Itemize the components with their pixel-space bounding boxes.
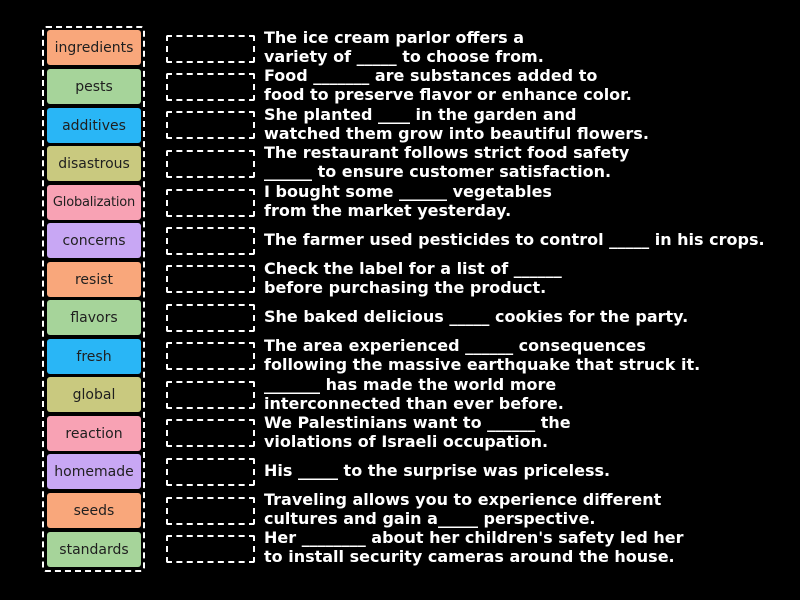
sentence-8: She baked delicious _____ cookies for the party. xyxy=(264,307,689,326)
drop-slot-7[interactable] xyxy=(166,265,255,293)
word-tile-homemade[interactable]: homemade xyxy=(47,454,141,489)
sentence-9: The area experienced ______ consequences following the massive earthquake that struck it. xyxy=(264,336,701,374)
word-tile-disastrous[interactable]: disastrous xyxy=(47,146,141,181)
sentence-12: His _____ to the surprise was priceless. xyxy=(264,461,611,480)
word-tile-standards[interactable]: standards xyxy=(47,532,141,567)
word-tile-global[interactable]: global xyxy=(47,377,141,412)
word-tile-fresh[interactable]: fresh xyxy=(47,339,141,374)
drop-slot-10[interactable] xyxy=(166,381,255,409)
sentence-6: The farmer used pesticides to control _____ in his crops. xyxy=(264,230,765,249)
drop-slot-9[interactable] xyxy=(166,342,255,370)
drop-slot-13[interactable] xyxy=(166,497,255,525)
drop-slot-5[interactable] xyxy=(166,189,255,217)
sentence-11: We Palestinians want to ______ the violations of Israeli occupation. xyxy=(264,413,571,451)
drop-slot-1[interactable] xyxy=(166,35,255,63)
sentence-10: _______ has made the world more interconnected than ever before. xyxy=(264,375,564,413)
word-tile-flavors[interactable]: flavors xyxy=(47,300,141,335)
sentence-14: Her ________ about her children's safety led her to install security cameras around the house. xyxy=(264,528,684,566)
sentence-13: Traveling allows you to experience different cultures and gain a_____ perspective. xyxy=(264,490,662,528)
drop-slot-2[interactable] xyxy=(166,73,255,101)
word-tile-concerns[interactable]: concerns xyxy=(47,223,141,258)
sentence-7: Check the label for a list of ______ before purchasing the product. xyxy=(264,259,562,297)
word-tile-additives[interactable]: additives xyxy=(47,108,141,143)
drop-slot-3[interactable] xyxy=(166,111,255,139)
drop-slot-6[interactable] xyxy=(166,227,255,255)
drop-slot-8[interactable] xyxy=(166,304,255,332)
word-tile-reaction[interactable]: reaction xyxy=(47,416,141,451)
word-tile-globalization[interactable]: Globalization xyxy=(47,185,141,220)
sentence-1: The ice cream parlor offers a variety of _____ to choose from. xyxy=(264,28,544,66)
word-tile-ingredients[interactable]: ingredients xyxy=(47,30,141,65)
drop-slot-14[interactable] xyxy=(166,535,255,563)
sentence-2: Food _______ are substances added to food to preserve flavor or enhance color. xyxy=(264,66,632,104)
drop-slot-4[interactable] xyxy=(166,150,255,178)
word-tile-pests[interactable]: pests xyxy=(47,69,141,104)
drop-slot-11[interactable] xyxy=(166,419,255,447)
word-tile-resist[interactable]: resist xyxy=(47,262,141,297)
sentence-5: I bought some ______ vegetables from the market yesterday. xyxy=(264,182,552,220)
sentence-4: The restaurant follows strict food safety ______ to ensure customer satisfaction. xyxy=(264,143,630,181)
word-tile-seeds[interactable]: seeds xyxy=(47,493,141,528)
drop-slot-12[interactable] xyxy=(166,458,255,486)
sentence-3: She planted ____ in the garden and watched them grow into beautiful flowers. xyxy=(264,105,649,143)
